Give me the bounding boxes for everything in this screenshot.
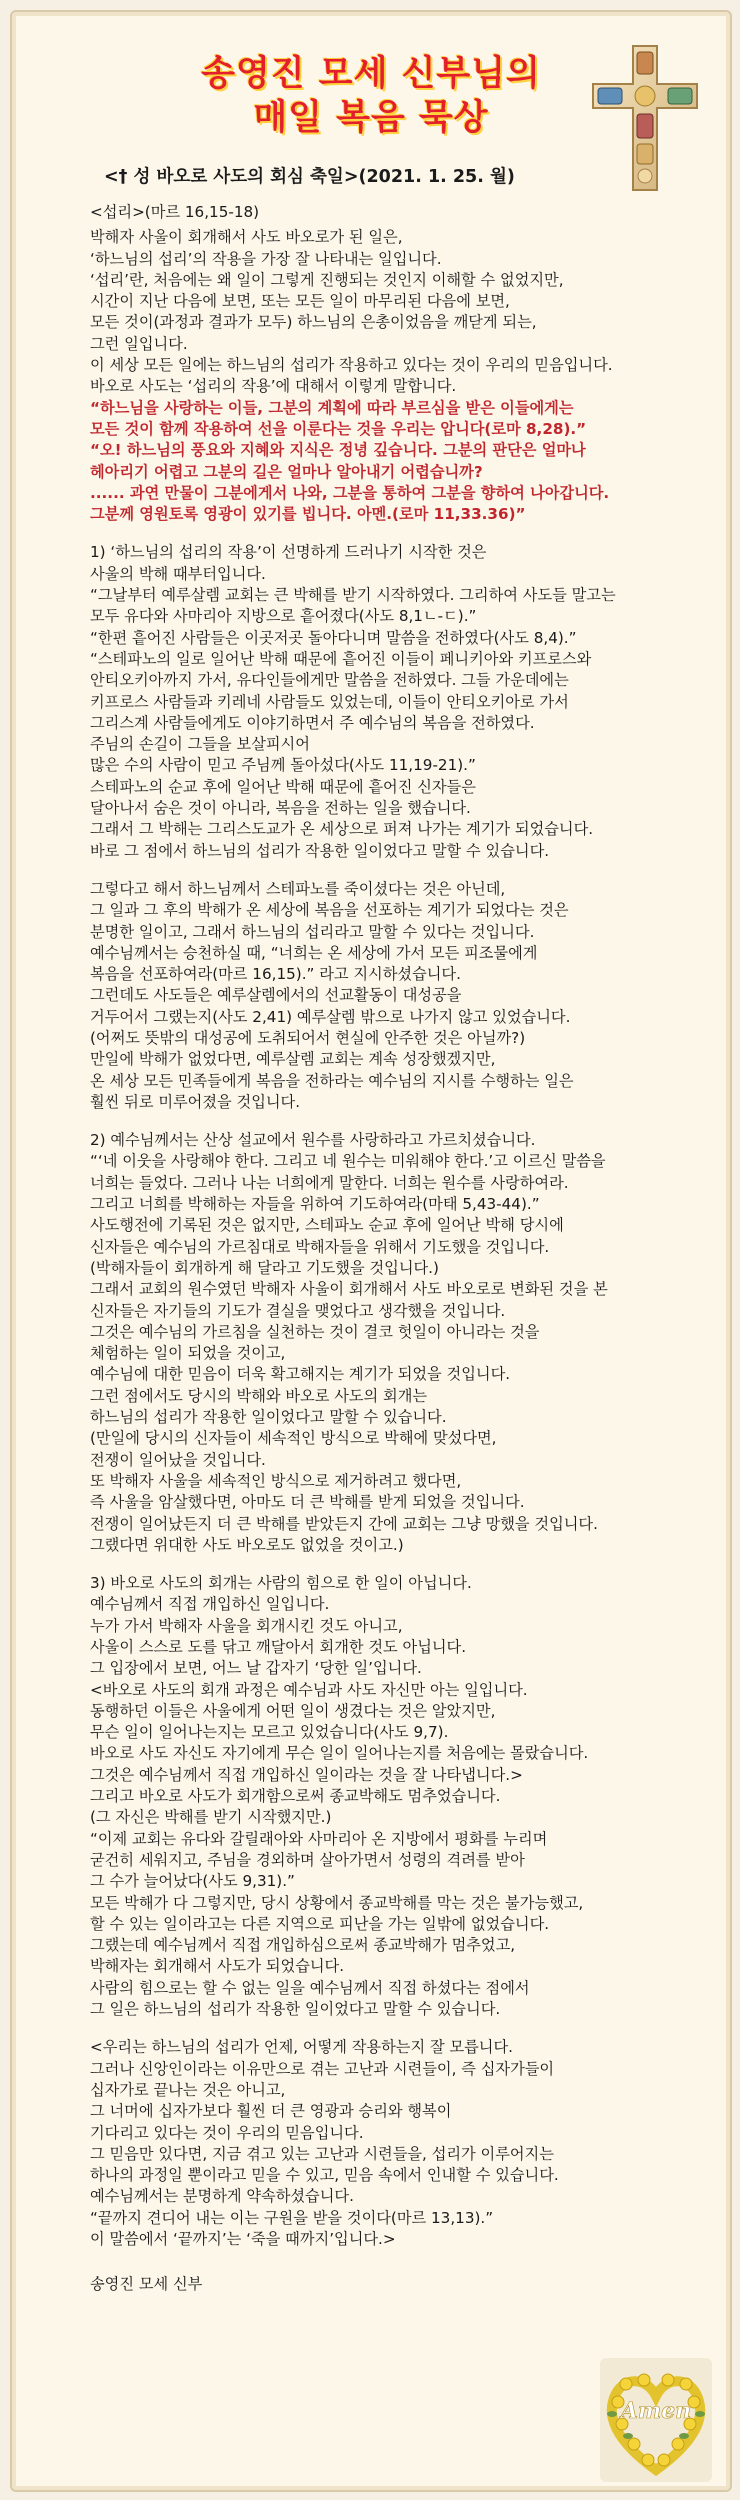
text-line: 주님의 손길이 그들을 보살피시어 [90,735,310,754]
text-line: 예수님께서 직접 개입하신 일입니다. [90,1595,330,1614]
text-line: 만일에 박해가 없었다면, 예루살렘 교회는 계속 성장했겠지만, [90,1050,496,1069]
text-line: 3) 바오로 사도의 회개는 사람의 힘으로 한 일이 아닙니다. [90,1574,472,1593]
text-line: 온 세상 모든 민족들에게 복음을 전하라는 예수님의 지시를 수행하는 일은 [90,1071,574,1090]
text-line: “하느님을 사랑하는 이들, 그분의 계획에 따라 부르심을 받은 이들에게는 [90,398,574,417]
text-line: “그날부터 예루살렘 교회는 큰 박해를 받기 시작하였다. 그리하여 사도들 말고는 [90,586,616,605]
text-line: (그 자신은 박해를 받기 시작했지만.) [90,1808,332,1827]
text-line: 그 입장에서 보면, 어느 날 갑자기 ‘당한 일’입니다. [90,1659,422,1678]
text-line: (만일에 당시의 신자들이 세속적인 방식으로 박해에 맞섰다면, [90,1429,497,1448]
text-line: 키프로스 사람들과 키레네 사람들도 있었는데, 이들이 안티오키아로 가서 [90,692,569,711]
text-line: 많은 수의 사람이 믿고 주님께 돌아섰다(사도 11,19-21).” [90,756,476,775]
text-line: 즉 사울을 암살했다면, 아마도 더 큰 박해를 받게 되었을 것입니다. [90,1493,525,1512]
text-line: 헤아리기 어렵고 그분의 길은 얼마나 알아내기 어렵습니까? [90,462,483,481]
amen-flower-wreath-icon [600,2358,712,2482]
banner-title-line2: 매일 복음 묵상 [253,98,489,138]
text-line: 1) ‘하느님의 섭리의 작용’이 선명하게 드러나기 시작한 것은 [90,543,487,562]
gospel-reference: <섭리>(마르 16,15-18) [90,203,260,221]
text-line: 동행하던 이들은 사울에게 어떤 일이 생겼다는 것은 알았지만, [90,1701,496,1720]
text-line: 전쟁이 일어났든지 더 큰 박해를 받았든지 간에 교회는 그냥 망했을 것입니다. [90,1514,598,1533]
text-line: ...... 과연 만물이 그분에게서 나와, 그분을 통하여 그분을 향하여 나아갑니다. [90,483,610,502]
text-line: “스테파노의 일로 일어난 박해 때문에 흩어진 이들이 페니키아와 키프로스와 [90,649,592,668]
text-line: 그 수가 늘어났다(사도 9,31).” [90,1872,295,1891]
text-line: 그 믿음만 있다면, 지금 겪고 있는 고난과 시련들을, 섭리가 이루어지는 [90,2144,554,2163]
banner-title-line1: 송영진 모세 신부님의 [201,54,541,94]
text-line: 모든 박해가 다 그렇지만, 당시 상황에서 종교박해를 막는 것은 불가능했고, [90,1893,584,1912]
text-line: “‘네 이웃을 사랑해야 한다. 그리고 네 원수는 미워해야 한다.’고 이르신 말씀을 [90,1152,606,1171]
text-line: 하나의 과정일 뿐이라고 믿을 수 있고, 믿음 속에서 인내할 수 있습니다. [90,2166,559,2185]
text-line: 신자들은 자기들의 기도가 결실을 맺었다고 생각했을 것입니다. [90,1301,506,1320]
text-line: 그런 일입니다. [90,334,188,353]
text-line: 모든 것이(과정과 결과가 모두) 하느님의 은총이었음을 깨닫게 되는, [90,313,537,332]
text-line: (박해자들이 회개하게 해 달라고 기도했을 것입니다.) [90,1258,439,1277]
text-line: ‘섭리’란, 처음에는 왜 일이 그렇게 진행되는 것인지 이해할 수 없었지만, [90,270,564,289]
text-line: 박해자는 회개해서 사도가 되었습니다. [90,1957,345,1976]
text-line: 그리고 너희를 박해하는 자들을 위하여 기도하여라(마태 5,43-44).” [90,1195,540,1214]
text-line: 달아나서 숨은 것이 아니라, 복음을 전하는 일을 했습니다. [90,799,471,818]
feast-date-title: <† 성 바오로 사도의 회심 축일>(2021. 1. 25. 월) [104,167,515,187]
closing-paragraph [90,2037,680,2250]
section-1-continued-paragraph [90,879,680,1113]
text-line: 예수님에 대한 믿음이 더욱 확고해지는 계기가 되었을 것입니다. [90,1365,511,1384]
text-line: 이 세상 모든 일에는 하느님의 섭리가 작용하고 있다는 것이 우리의 믿음입니다. [90,356,613,375]
text-line: 그렇다고 해서 하느님께서 스테파노를 죽이셨다는 것은 아닌데, [90,879,506,898]
text-line: 그 일은 하느님의 섭리가 작용한 일이었다고 말할 수 있습니다. [90,2000,501,2019]
page-frame [10,10,732,2492]
text-line: 모든 것이 함께 작용하여 선을 이룬다는 것을 우리는 압니다(로마 8,28).” [90,419,587,438]
text-line: 사울이 스스로 도를 닦고 깨달아서 회개한 것도 아닙니다. [90,1638,467,1656]
text-line: 신자들은 예수님의 가르침대로 박해자들을 위해서 기도했을 것입니다. [90,1237,550,1256]
text-line: 모두 유다와 사마리아 지방으로 흩어졌다(사도 8,1ㄴ-ㄷ).” [90,607,477,626]
text-line: 사람의 힘으로는 할 수 없는 일을 예수님께서 직접 하셨다는 점에서 [90,1978,530,1997]
text-line: 스테파노의 순교 후에 일어난 박해 때문에 흩어진 신자들은 [90,777,476,796]
text-line: 박해자 사울이 회개해서 사도 바오로가 된 일은, [90,228,403,247]
text-line: 십자가로 끝나는 것은 아니고, [90,2080,286,2099]
text-line: 전쟁이 일어났을 것입니다. [90,1450,266,1469]
text-line: 복음을 선포하여라(마르 16,15).” 라고 지시하셨습니다. [90,965,461,984]
text-line: 그래서 교회의 원수였던 박해자 사울이 회개해서 사도 바오로로 변화된 것을 본 [90,1280,608,1299]
section-2-paragraph [90,1130,680,1556]
meditation-content [90,160,680,2296]
text-line: (어쩌도 뜻밖의 대성공에 도취되어서 현실에 안주한 것은 아닐까?) [90,1028,526,1047]
text-line: 바오로 사도 자신도 자기에게 무슨 일이 일어나는지를 처음에는 몰랐습니다. [90,1744,589,1763]
text-line: <바오로 사도의 회개 과정은 예수님과 사도 자신만 아는 일입니다. [90,1680,528,1699]
text-line: 그랬다면 위대한 사도 바오로도 없었을 것이고.) [90,1535,404,1554]
text-line: 기다리고 있다는 것이 우리의 믿음입니다. [90,2123,364,2142]
text-line: “한편 흩어진 사람들은 이곳저곳 돌아다니며 말씀을 전하였다(사도 8,4).” [90,628,577,647]
amen-label: Amen [620,2398,692,2424]
text-line: 누가 가서 박해자 사울을 회개시킨 것도 아니고, [90,1616,403,1635]
text-line: 그러나 신앙인이라는 이유만으로 겪는 고난과 시련들이, 즉 십자가들이 [90,2059,555,2078]
text-line: “오! 하느님의 풍요와 지혜와 지식은 정녕 깊습니다. 그분의 판단은 얼마나 [90,441,586,460]
text-line: 할 수 있는 일이라고는 다른 지역으로 피난을 가는 일밖에 없었습니다. [90,1914,550,1933]
text-line: 훨씬 뒤로 미루어졌을 것입니다. [90,1092,301,1111]
author-signature: 송영진 모세 신부 [90,2275,203,2294]
text-line: 그분께 영원토록 영광이 있기를 빕니다. 아멘.(로마 11,33.36)” [90,505,526,524]
text-line: 그랬는데 예수님께서 직접 개입하심으로써 종교박해가 멈추었고, [90,1936,516,1955]
text-line: <우리는 하느님의 섭리가 언제, 어떻게 작용하는지 잘 모릅니다. [90,2038,513,2057]
intro-paragraph [90,227,680,397]
text-line: 굳건히 세워지고, 주님을 경외하며 살아가면서 성령의 격려를 받아 [90,1850,525,1869]
section-3-paragraph [90,1573,680,2020]
text-line: “이제 교회는 유다와 갈릴래아와 사마리아 온 지방에서 평화를 누리며 [90,1829,548,1848]
text-line: 분명한 일이고, 그래서 하느님의 섭리라고 말할 수 있다는 것입니다. [90,922,535,941]
text-line: 시간이 지난 다음에 보면, 또는 모든 일이 마무리된 다음에 보면, [90,292,510,311]
text-line: 그 일과 그 후의 박해가 온 세상에 복음을 선포하는 계기가 되었다는 것은 [90,901,569,920]
text-line: 무슨 일이 일어나는지는 모르고 있었습니다(사도 9,7). [90,1723,449,1742]
text-line: ‘하느님의 섭리’의 작용을 가장 잘 나타내는 일입니다. [90,249,442,268]
text-line: 그리스계 사람들에게도 이야기하면서 주 예수님의 복음을 전하였다. [90,713,535,732]
text-line: 예수님께서는 승천하실 때, “너희는 온 세상에 가서 모든 피조물에게 [90,943,538,962]
text-line: 또 박해자 사울을 세속적인 방식으로 제거하려고 했다면, [90,1471,462,1490]
text-line: 안티오키아까지 가서, 유다인들에게만 말씀을 전하였다. 그들 가운데에는 [90,671,569,690]
text-line: 그것은 예수님의 가르침을 실천하는 것이 결코 헛일이 아니라는 것을 [90,1322,540,1341]
text-line: 거두어서 그랬는지(사도 2,41) 예루살렘 밖으로 나가지 않고 있었습니다. [90,1007,571,1026]
text-line: 사도행전에 기록된 것은 없지만, 스테파노 순교 후에 일어난 박해 당시에 [90,1216,564,1235]
text-line: 이 말씀에서 ‘끝까지’는 ‘죽을 때까지’입니다.> [90,2230,396,2249]
text-line: “끝까지 견디어 내는 이는 구원을 받을 것이다(마르 13,13).” [90,2208,494,2227]
text-line: 바로 그 점에서 하느님의 섭리가 작용한 일이었다고 말할 수 있습니다. [90,841,550,860]
section-1-paragraph [90,542,680,861]
text-line: 그리고 바오로 사도가 회개함으로써 종교박해도 멈추었습니다. [90,1787,501,1806]
text-line: 예수님께서는 분명하게 약속하셨습니다. [90,2187,354,2206]
text-line: 체험하는 일이 되었을 것이고, [90,1344,286,1363]
text-line: 그런데도 사도들은 예루살렘에서의 선교활동이 대성공을 [90,986,462,1005]
text-line: 그래서 그 박해는 그리스도교가 온 세상으로 퍼져 나가는 계기가 되었습니다. [90,820,594,839]
scripture-quote-paragraph [90,398,680,526]
text-line: 2) 예수님께서는 산상 설교에서 원수를 사랑하라고 가르치셨습니다. [90,1131,536,1150]
text-line: 사울의 박해 때부터입니다. [90,564,266,583]
text-line: 하느님의 섭리가 작용한 일이었다고 말할 수 있습니다. [90,1408,447,1427]
text-line: 그것은 예수님께서 직접 개입하신 일이라는 것을 잘 나타냅니다.> [90,1765,523,1784]
text-line: 바오로 사도는 ‘섭리의 작용’에 대해서 이렇게 말합니다. [90,377,457,396]
text-line: 그런 점에서도 당시의 박해와 바오로 사도의 회개는 [90,1386,428,1405]
text-line: 너희는 들었다. 그러나 나는 너희에게 말한다. 너희는 원수를 사랑하여라. [90,1173,569,1192]
text-line: 그 너머에 십자가보다 훨씬 더 큰 영광과 승리와 행복이 [90,2102,452,2121]
